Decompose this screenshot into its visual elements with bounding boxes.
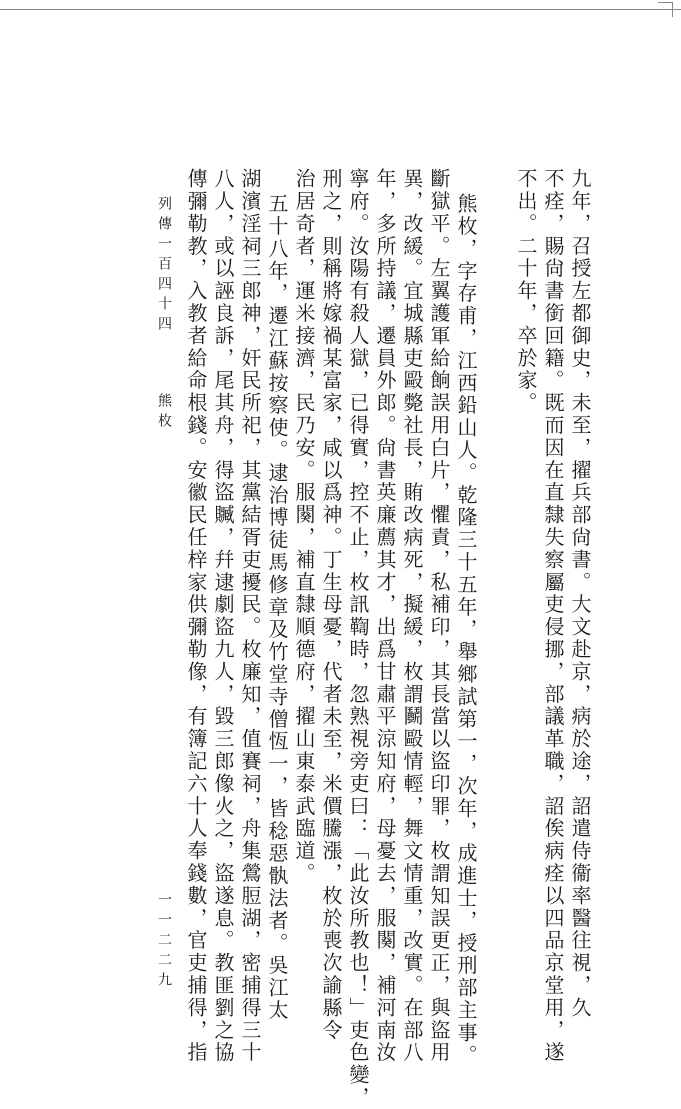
- text-column-3: 不出。二十年，卒於家。: [514, 168, 538, 415]
- text-column-11: 五十八年，遷江蘇按察使。逮治博徒馬修章及竹堂寺僧恆一，皆稔惡骫法者。吳江太: [265, 193, 289, 1022]
- text-column-5: 斷獄平。左翼護軍給餉誤用白片，懼責，私補印，其長當以盜印罪，枚謂知誤更正，與盜用: [427, 168, 451, 1064]
- corner-mark: [658, 2, 673, 17]
- text-column-1: 九年，召授左都御史，未至，擢兵部尙書。大文赴京，病於途，詔遣侍衞率醫往視，久: [568, 168, 592, 1020]
- page-number: 一一二二九: [156, 892, 172, 992]
- page-top-rule: [0, 9, 681, 10]
- text-column-2: 不痊，賜尙書銜回籍。既而因在直隸失察屬吏侵挪，部議革職，詔俟病痊以四品京堂用，遂: [541, 168, 565, 1064]
- text-column-13: 八人，或以誣良訴，尾其舟，得盜贓，幷逮劇盜九人，毀三郎像火之，盜遂息。教匪劉之協: [211, 168, 235, 1064]
- text-column-4: 熊枚，字存甫，江西鉛山人。乾隆三十五年，舉鄉試第一，次年，成進士，授刑部主事。: [454, 193, 478, 1067]
- running-head-name: 熊枚: [156, 393, 172, 433]
- text-column-7: 年，多所持議，遷員外郎。尙書英廉薦其才，出爲甘肅平涼知府，母憂去，服闋，補河南汝: [373, 168, 397, 1064]
- text-column-9: 刑之，則稱將嫁禍某富家，咸以爲神。丁生母憂，代者未至，米價騰漲，枚於喪次諭縣令: [319, 168, 343, 1042]
- text-column-6: 異，改緩。宜城縣吏毆斃社長，賄改病死，擬緩，枚謂鬭毆情輕，舞文情重，改實。在部八: [400, 168, 424, 1064]
- text-column-10: 治居奇者，運米接濟，民乃安。服闋，補直隸順德府，擢山東泰武臨道。: [292, 168, 316, 885]
- running-head-section: 列傳一百四十四: [156, 196, 172, 336]
- text-column-14: 傳彌勒教，入教者給命根錢。安徽民任梓家供彌勒像，有簿記六十人奉錢數，官吏捕得，指: [184, 168, 208, 1064]
- text-column-12: 湖濱淫祠三郎神，奸民所祀，其黨結胥吏擾民。枚廉知，值賽祠，舟集鶯脰湖，密捕得三十: [238, 168, 262, 1064]
- text-column-8: 寧府。汝陽有殺人獄，已得實，控不止，枚訊鞫時，忽熟視旁吏曰：「此汝所教也！」吏色變，: [346, 168, 370, 1109]
